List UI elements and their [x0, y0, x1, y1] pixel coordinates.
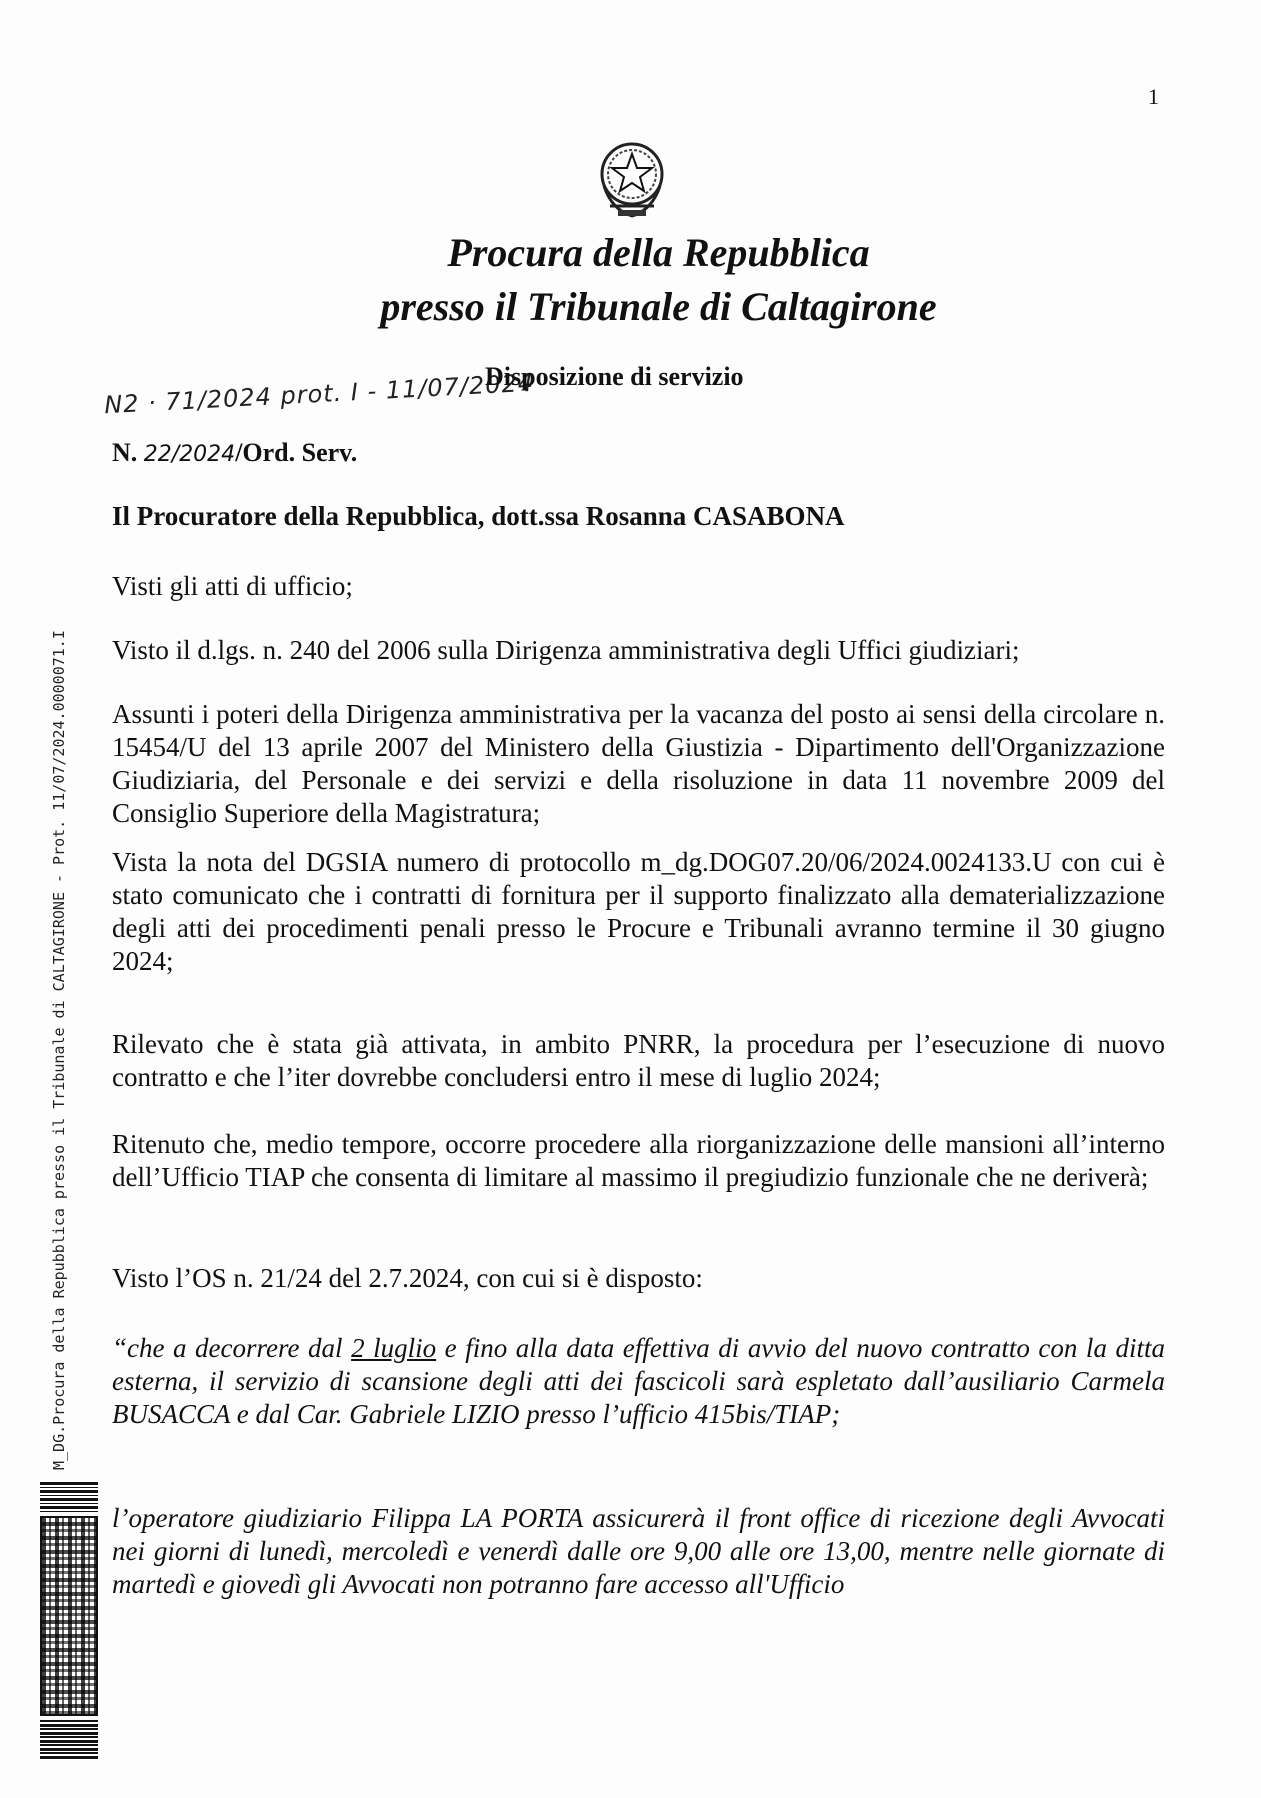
paragraph-1: Visti gli atti di ufficio;	[112, 571, 353, 601]
italian-republic-emblem-icon	[592, 136, 672, 222]
quote1-underlined-date: 2 luglio	[351, 1333, 437, 1363]
page-number: 1	[1148, 84, 1159, 109]
office-title-line2: presso il Tribunale di Caltagirone	[380, 284, 937, 329]
paragraph-5: Rilevato che è stata già attivata, in ambito PNRR, la procedura per l’esecuzione di nuovo contratto e che l’iter dovrebbe concludersi entro il mese di luglio 2024;	[112, 1029, 1165, 1092]
paragraph-4: Vista la nota del DGSIA numero di protocollo m_dg.DOG07.20/06/2024.0024133.U con cui è stato comunicato che i contratti di fornitura per il supporto finalizzato alla dematerializzazione degli atti dei procedimenti penali presso le Procure e Tribunali avranno termine il 30 giugno 2024;	[112, 847, 1165, 976]
order-prefix: N.	[112, 438, 138, 467]
office-title-line1: Procura della Repubblica	[447, 230, 870, 275]
author-line: Il Procuratore della Repubblica, dott.ssa Rosanna CASABONA	[112, 501, 845, 531]
quote1-before: “che a decorrere dal	[112, 1333, 352, 1363]
paragraph-2: Visto il d.lgs. n. 240 del 2006 sulla Dirigenza amministrativa degli Uffici giudiziari;	[112, 635, 1020, 665]
order-suffix: /Ord. Serv.	[235, 438, 358, 467]
paragraph-6: Ritenuto che, medio tempore, occorre procedere alla riorganizzazione delle mansioni all’interno dell’Ufficio TIAP che consenta di limitare al massimo il pregiudizio funzionale che ne deriverà;	[112, 1129, 1165, 1192]
handwritten-protocol-note: N2 · 71/2024 prot. I - 11/07/2024	[103, 368, 535, 420]
quote1-after: e fino alla data effettiva di avvio del nuovo contratto con la ditta esterna, il servizio di scansione degli atti dei fascicoli sarà espletato dall’ausiliario Carmela BUSACCA e dal Car. Gabriele LIZIO presso l’ufficio 415bis/TIAP;	[112, 1333, 1165, 1429]
order-number	[112, 438, 357, 468]
protocol-side-stamp: M_DG.Procura della Repubblica presso il Tribunale di CALTAGIRONE - Prot. 11/07/2024.0000071.I	[50, 630, 68, 1470]
document-type: Disposizione di servizio	[485, 362, 744, 391]
paragraph-3: Assunti i poteri della Dirigenza amministrativa per la vacanza del posto ai sensi della circolare n. 15454/U del 13 aprile 2007 del Ministero della Giustizia - Dipartimento dell'Organizzazione Giudiziaria, del Personale e dei servizi e della risoluzione in data 11 novembre 2009 del Consiglio Superiore della Magistratura;	[112, 699, 1165, 828]
paragraph-7: Visto l’OS n. 21/24 del 2.7.2024, con cui si è disposto:	[112, 1263, 703, 1293]
quoted-provision-2: l’operatore giudiziario Filippa LA PORTA assicurerà il front office di ricezione degli Avvocati nei giorni di lunedì, mercoledì e venerdì dalle ore 9,00 alle ore 13,00, mentre nelle giornate di martedì e giovedì gli Avvocati non potranno fare accesso all'Ufficio	[112, 1503, 1165, 1599]
barcode-bottom-icon	[40, 1720, 98, 1760]
qr-code-icon	[40, 1516, 98, 1716]
quoted-provision-1	[112, 1332, 1165, 1431]
order-handwritten-number: 22/2024	[143, 442, 236, 467]
barcode-icon	[40, 1482, 98, 1512]
